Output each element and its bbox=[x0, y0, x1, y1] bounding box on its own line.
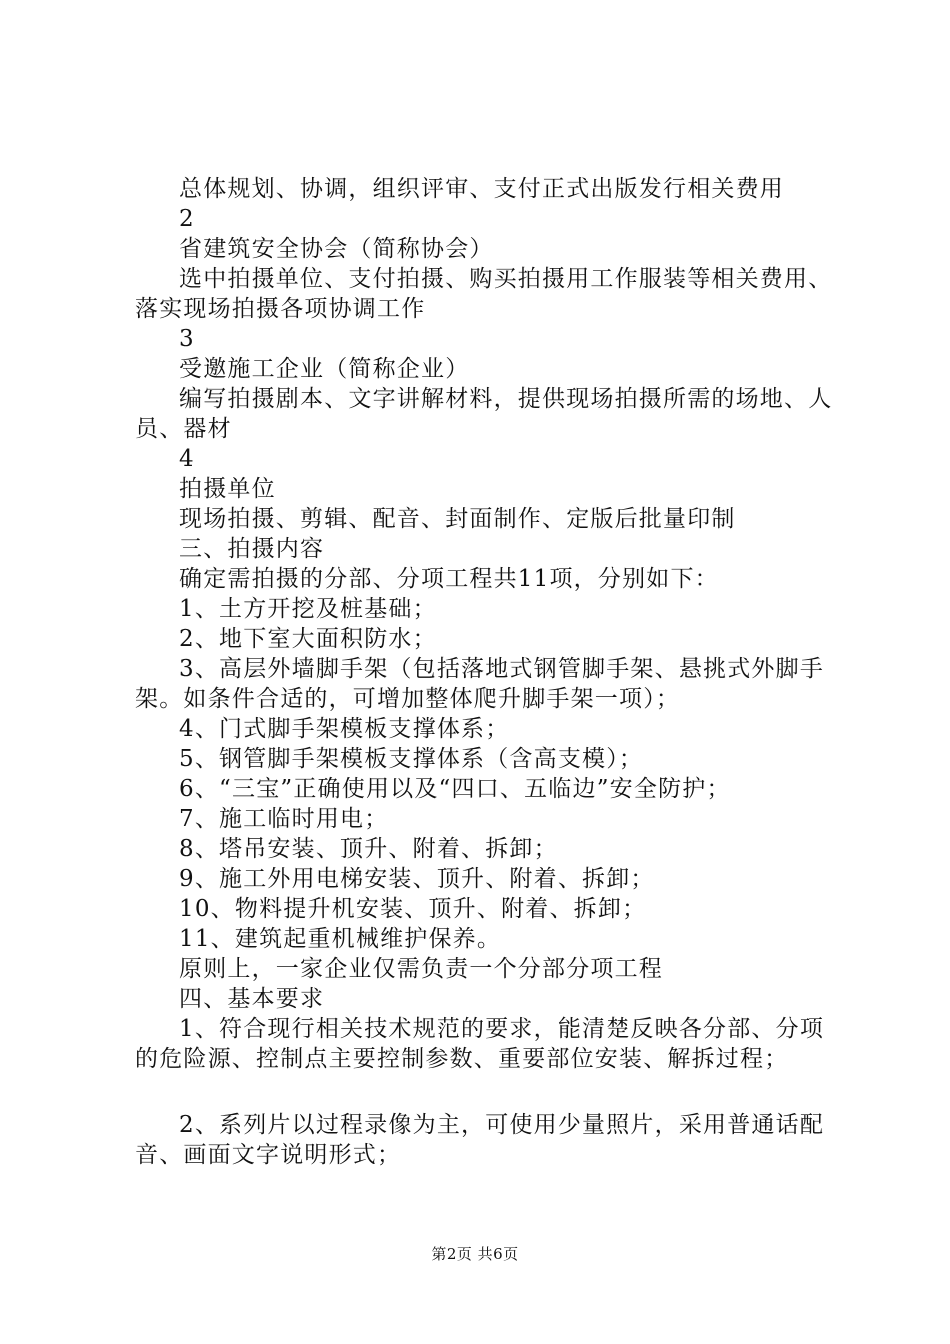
section-heading-basic-requirements: 四、基本要求 bbox=[179, 986, 325, 1012]
paragraph-number-3: 3 bbox=[179, 326, 195, 352]
section-heading-filming-content: 三、拍摄内容 bbox=[179, 536, 325, 562]
paragraph-filming-unit: 拍摄单位 bbox=[179, 476, 276, 502]
paragraph-number-2: 2 bbox=[179, 206, 195, 232]
paragraph-enterprise-duties: 编写拍摄剧本、文字讲解材料，提供现场拍摄所需的场地、人员、器材 bbox=[135, 386, 833, 442]
paragraph-content-intro: 确定需拍摄的分部、分项工程共11项，分别如下： bbox=[179, 566, 719, 592]
list-item-7: 7、施工临时用电； bbox=[179, 806, 389, 832]
paragraph-enterprise: 受邀施工企业（简称企业） bbox=[179, 356, 470, 382]
document-body bbox=[135, 174, 835, 1170]
list-item-8: 8、塔吊安装、顶升、附着、拆卸； bbox=[179, 836, 558, 862]
requirement-item-2: 2、系列片以过程录像为主，可使用少量照片，采用普通话配音、画面文字说明形式； bbox=[135, 1112, 825, 1168]
list-item-2: 2、地下室大面积防水； bbox=[179, 626, 437, 652]
list-item-3: 3、高层外墙脚手架（包括落地式钢管脚手架、悬挑式外脚手架。如条件合适的，可增加整体爬升脚手架一项）； bbox=[135, 656, 825, 712]
list-item-11: 11、建筑起重机械维护保养。 bbox=[179, 926, 502, 952]
list-item-10: 10、物料提升机安装、顶升、附着、拆卸； bbox=[179, 896, 647, 922]
paragraph-filming-unit-duties: 现场拍摄、剪辑、配音、封面制作、定版后批量印制 bbox=[179, 506, 736, 532]
list-item-5: 5、钢管脚手架模板支撑体系（含高支模）； bbox=[179, 746, 644, 772]
list-item-6: 6、“三宝”正确使用以及“四口、五临边”安全防护； bbox=[179, 776, 731, 802]
paragraph-principle: 原则上，一家企业仅需负责一个分部分项工程 bbox=[179, 956, 663, 982]
paragraph-association-duties: 选中拍摄单位、支付拍摄、购买拍摄用工作服装等相关费用、落实现场拍摄各项协调工作 bbox=[135, 266, 833, 322]
list-item-1: 1、土方开挖及桩基础； bbox=[179, 596, 437, 622]
requirement-item-1: 1、符合现行相关技术规范的要求，能清楚反映各分部、分项的危险源、控制点主要控制参数、重要部位安装、解拆过程； bbox=[135, 1016, 825, 1072]
paragraph-total-planning: 总体规划、协调，组织评审、支付正式出版发行相关费用 bbox=[179, 176, 784, 202]
page-footer: 第2页 共6页 bbox=[431, 1245, 519, 1263]
list-item-4: 4、门式脚手架模板支撑体系； bbox=[179, 716, 510, 742]
list-item-9: 9、施工外用电梯安装、顶升、附着、拆卸； bbox=[179, 866, 655, 892]
paragraph-association: 省建筑安全协会（简称协会） bbox=[179, 236, 494, 262]
paragraph-number-4: 4 bbox=[179, 446, 195, 472]
